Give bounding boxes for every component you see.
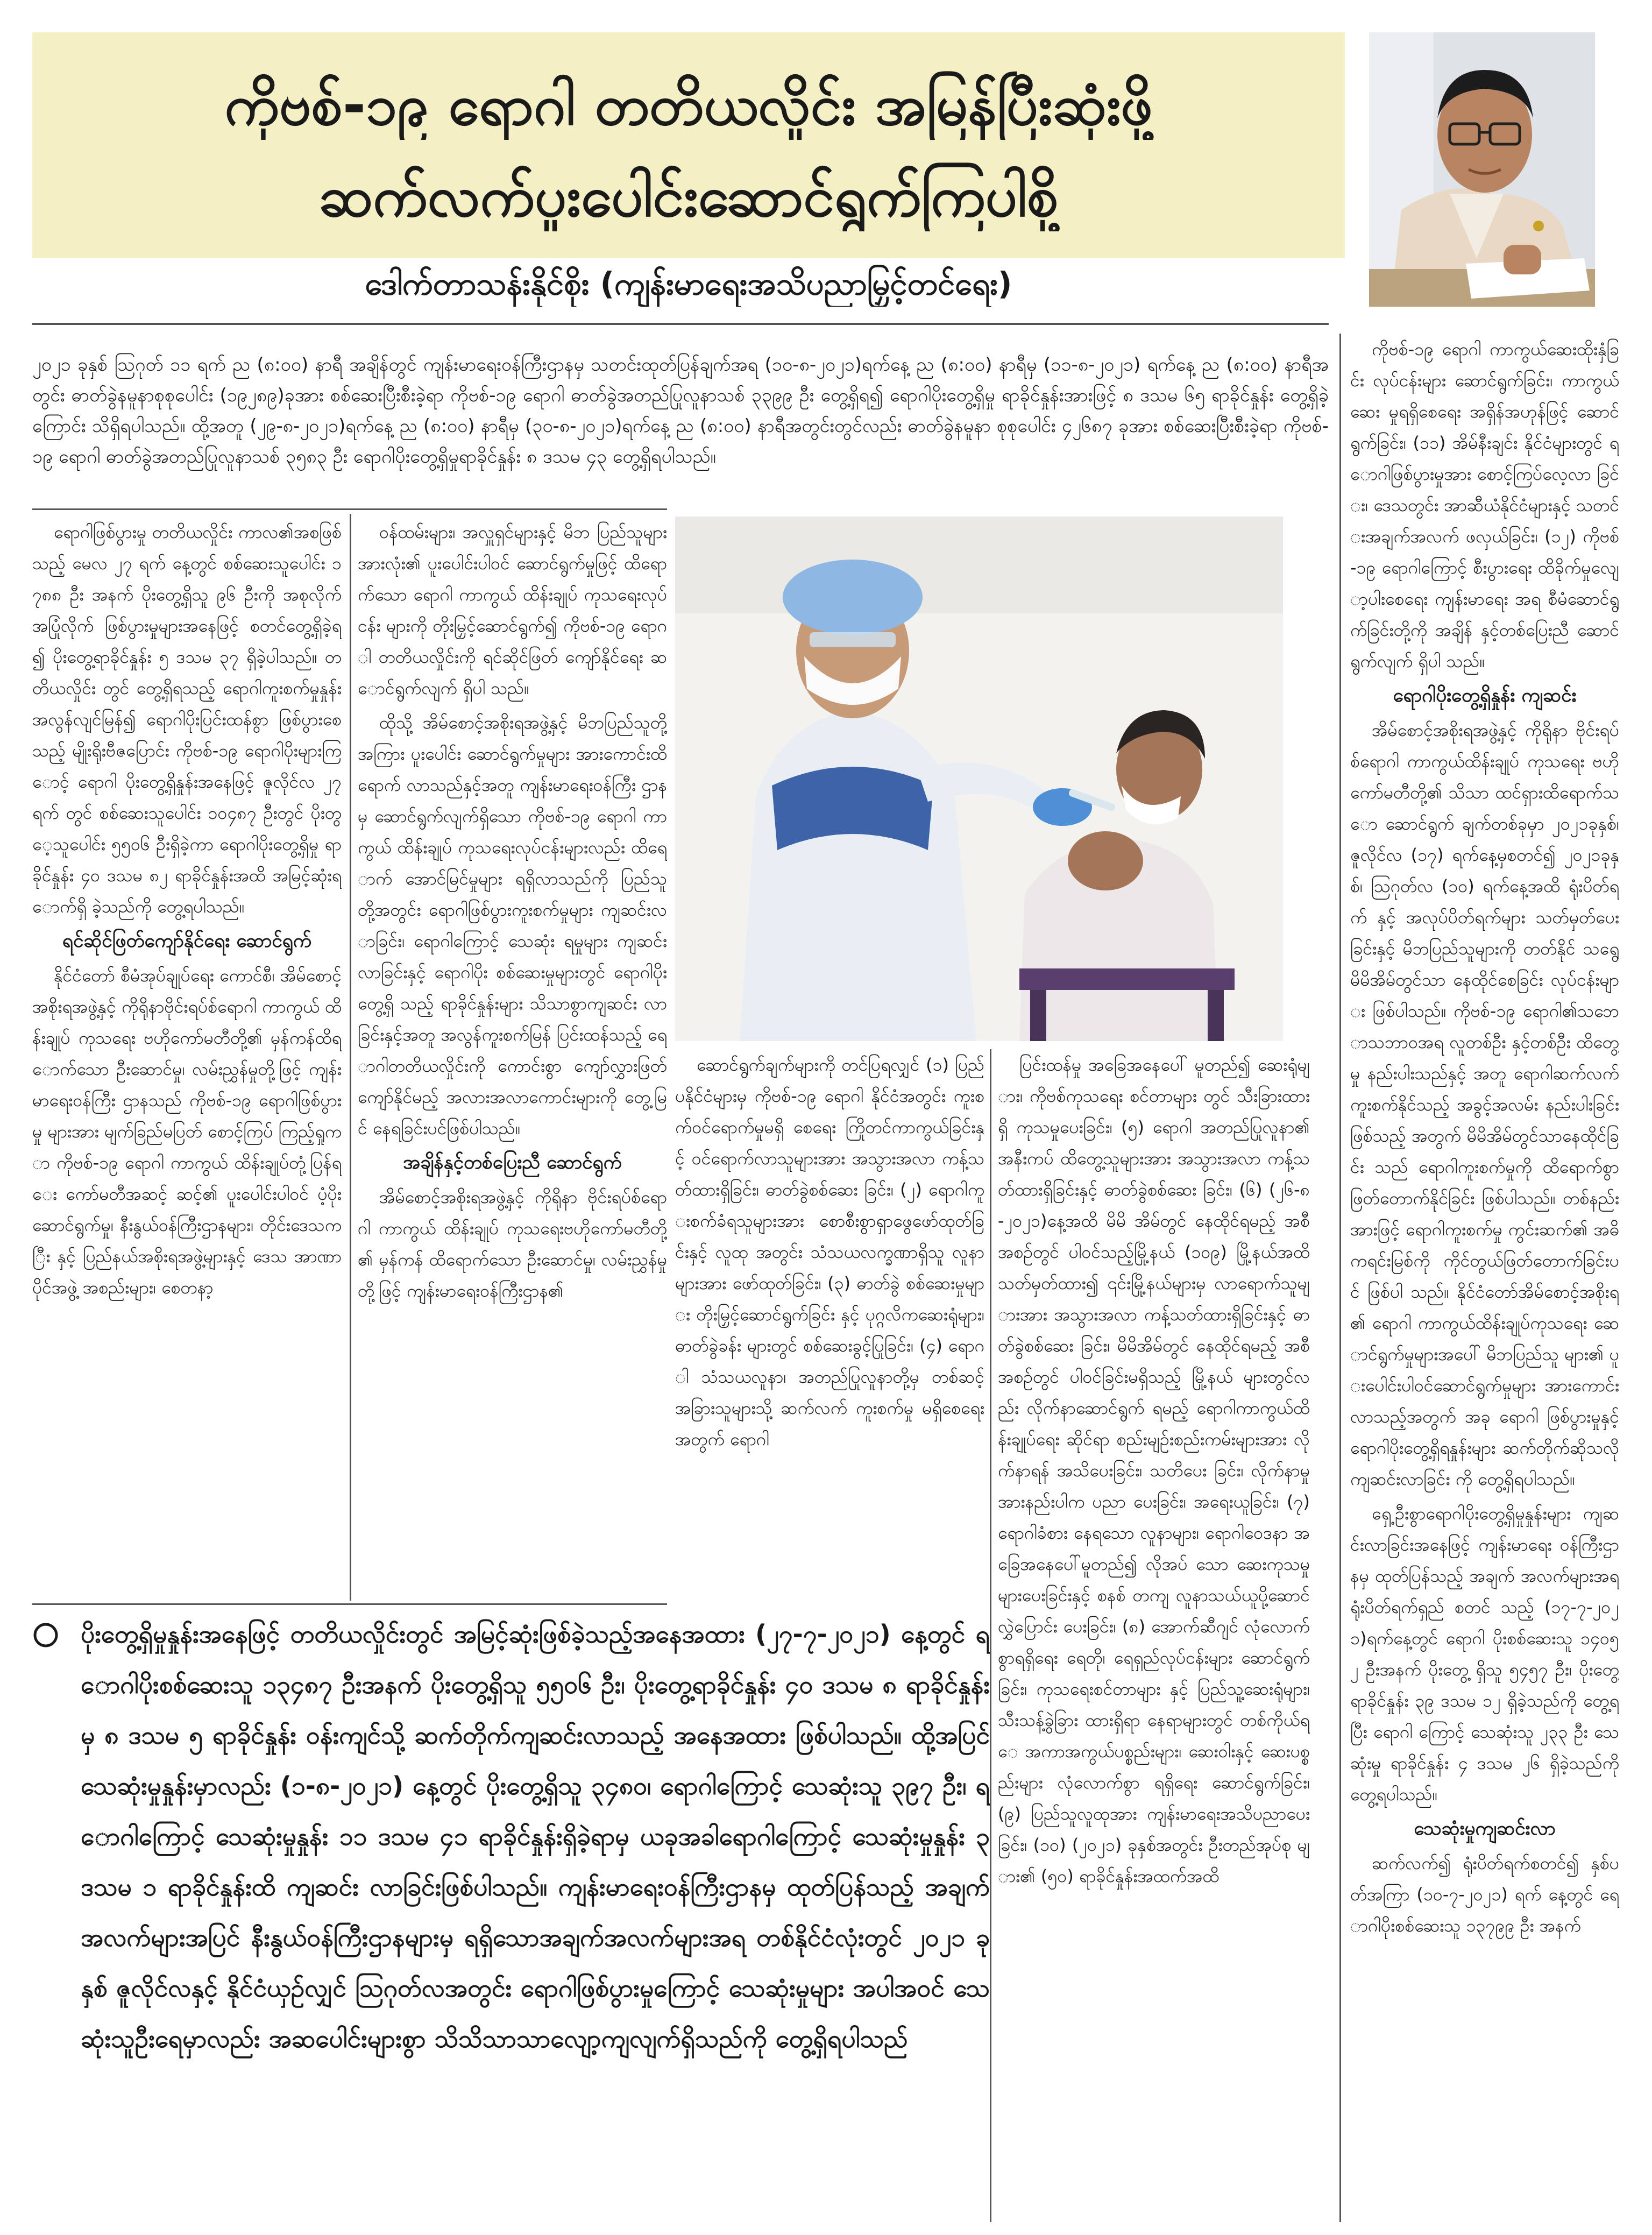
col2-paragraph-3: အိမ်စောင့်အစိုးရအဖွဲ့နှင့် ကိုရိုနာ ဗိုင်းရပ်စ်ရောဂါ ကာကွယ် ထိန်းချုပ် ကုသရေးဗဟိုကော်မတီတို့၏ မှန်ကန် ထိရောက်သော ဦးဆောင်မှု၊ လမ်းညွှန်မှု တို့ဖြင့် ကျန်းမာရေးဝန်ကြီးဌာန၏ — [358, 1187, 667, 1301]
col5-subheading-1: ရောဂါပိုးတွေ့ရှိနှုန်း ကျဆင်း — [1393, 685, 1577, 706]
col5-paragraph-2: အိမ်စောင့်အစိုးရအဖွဲ့နှင့် ကိုရိုနာ ဗိုင်းရပ်စ်ရောဂါ ကာကွယ်ထိန်းချုပ် ကုသရေး ဗဟိုကော်မတီတို့၏ သိသာ ထင်ရှားထိရောက်သော ဆောင်ရွက် ချက်တစ်ခုမှာ ၂၀၂၁ခုနှစ်၊ ဇူလိုင်လ (၁၇) ရက်နေ့မှစတင်၍ ၂၀၂၁ခုနှစ်၊ ဩဂုတ်လ (၁၀) ရက်နေ့အထိ ရုံးပိတ်ရက် နှင့် အလုပ်ပိတ်ရက်များ သတ်မှတ်ပေး ခြင်းနှင့် မိဘပြည်သူများကို တတ်နိုင် သရွေ့ မိမိအိမ်တွင်သာ နေထိုင်စေခြင်း လုပ်ငန်းများ ဖြစ်ပါသည်။ ကိုဗစ်-၁၉ ရောဂါ၏သဘောသဘာဝအရ လူတစ်ဦး နှင့်တစ်ဦး ထိတွေ့မှု နည်းပါးသည်နှင့် အတူ ရောဂါဆက်လက်ကူးစက်နိုင်သည့် အခွင့်အလမ်း နည်းပါးခြင်းဖြစ်သည့် အတွက် မိမိအိမ်တွင်သာနေထိုင်ခြင်း သည် ရောဂါကူးစက်မှုကို ထိရောက်စွာ ဖြတ်တောက်နိုင်ခြင်း ဖြစ်ပါသည်။ တစ်နည်းအားဖြင့် ရောဂါကူးစက်မှု ကွင်းဆက်၏ အဓိကရင်းမြစ်ကို ကိုင်တွယ်ဖြတ်တောက်ခြင်းပင် ဖြစ်ပါ သည်။ နိုင်ငံတော်အိမ်စောင့်အစိုးရ၏ ရောဂါ ကာကွယ်ထိန်းချုပ်ကုသရေး ဆောင်ရွက်မှုများအပေါ် မိဘပြည်သူ များ၏ ပူးပေါင်းပါဝင်ဆောင်ရွက်မှုများ အားကောင်းလာသည့်အတွက် အခု ရောဂါ ဖြစ်ပွားမှုနှင့် ရောဂါပိုးတွေ့ရှိရနှုန်းများ ဆက်တိုက်ဆိုသလို ကျဆင်းလာခြင်း ကို တွေ့ရှိရပါသည်။ — [1350, 720, 1619, 1489]
highlight-quote — [32, 1609, 990, 2222]
col1-paragraph-2: နိုင်ငံတော် စီမံအုပ်ချုပ်ရေး ကောင်စီ၊ အိမ်စောင့်အစိုးရအဖွဲ့နှင့် ကိုရိုနာဗိုင်းရပ်စ်ရောဂါ ကာကွယ် ထိန်းချုပ် ကုသရေး ဗဟိုကော်မတီတို့၏ မှန်ကန်ထိရောက်သော ဦးဆောင်မှု၊ လမ်းညွှန်မှုတို့ဖြင့် ကျန်းမာရေးဝန်ကြီး ဌာနသည် ကိုဗစ်-၁၉ ရောဂါဖြစ်ပွားမှု များအား မျက်ခြည်မပြတ် စောင့်ကြပ် ကြည့်ရှုကာ ကိုဗစ်-၁၉ ရောဂါ ကာကွယ် ထိန်းချုပ်တုံ့ပြန်ရေး ကော်မတီအဆင့် ဆင့်၏ ပူးပေါင်းပါဝင် ပံ့ပိုးဆောင်ရွက်မှု၊ နီးနွယ်ဝန်ကြီးဌာနများ၊ တိုင်းဒေသကြီး နှင့် ပြည်နယ်အစိုးရအဖွဲ့များနှင့် ဒေသ အာဏာပိုင်အဖွဲ့ အစည်းများ၊ စေတနာ့ — [32, 965, 342, 1298]
col1-subheading: ရင်ဆိုင်ဖြတ်ကျော်နိုင်ရေး ဆောင်ရွက် — [62, 930, 312, 952]
headline-band — [32, 32, 1345, 258]
divider-above-highlight — [32, 1603, 667, 1605]
divider-right-column — [1339, 334, 1341, 2222]
circle-bullet-icon — [32, 1622, 59, 1649]
byline: ဒေါက်တာသန်းနိုင်စိုး (ကျန်းမာရေးအသိပညာမြှင့်တင်ရေး) — [365, 265, 1012, 302]
column-3 — [675, 1049, 984, 1598]
col5-subheading-2: သေဆုံးမှုကျဆင်းလာ — [1414, 1818, 1556, 1840]
divider-below-lead — [32, 508, 667, 510]
col5-paragraph-3: ရှေ့ဦးစွာရောဂါပိုးတွေ့ရှိမှုနှုန်းများ ကျဆင်းလာခြင်းအနေဖြင့် ကျန်းမာရေး ဝန်ကြီးဌာနမှ ထုတ်ပြန်သည့် အချက် အလက်များအရ ရုံးပိတ်ရက်ရှည် စတင် သည့် (၁၇-၇-၂၀၂၁)ရက်နေ့တွင် ရောဂါ ပိုးစစ်ဆေးသူ ၁၄၀၅၂ ဦးအနက် ပိုးတွေ့ ရှိသူ ၅၄၅၇ ဦး၊ ပိုးတွေ့ရာခိုင်နှုန်း ၃၉ ဒသမ ၁၂ ရှိခဲ့သည်ကို တွေ့ရပြီး ရောဂါ ကြောင့် သေဆုံးသူ ၂၃၃ ဦး သေဆုံးမှု ရာခိုင်နှုန်း ၄ ဒသမ ၂၆ ရှိခဲ့သည်ကို တွေ့ရပါသည်။ — [1350, 1503, 1619, 1805]
col5-paragraph-4: ဆက်လက်၍ ရုံးပိတ်ရက်စတင်၍ နှစ်ပတ်အကြာ (၁၀-၇-၂၀၂၁) ရက် နေ့တွင် ရောဂါပိုးစစ်ဆေးသူ ၁၃၇၉၉ ဦး အနက် — [1350, 1853, 1619, 1936]
author-photo — [1369, 32, 1595, 307]
lead-paragraph: ၂၀၂၁ ခုနှစ် ဩဂုတ် ၁၁ ရက် ည (၈:၀၀) နာရီ အချိန်တွင် ကျန်းမာရေးဝန်ကြီးဌာနမှ သတင်းထုတ်ပြန်ချက်အရ (၁၀-၈-၂၀၂၁)ရက်နေ့ ည (၈:၀၀) နာရီမှ (၁၁-၈-၂၀၂၁) ရက်နေ့ ည (၈:၀၀) နာရီအတွင်း ဓာတ်ခွဲနမူနာစုစုပေါင်း (၁၉၂၈၉)ခုအား စစ်ဆေးပြီးစီးခဲ့ရာ ကိုဗစ်-၁၉ ရောဂါ ဓာတ်ခွဲအတည်ပြုလူနာသစ် ၃၃၉၉ ဦး တွေ့ရှိရ၍ ရောဂါပိုးတွေ့ရှိမှု ရာခိုင်နှုန်းအားဖြင့် ၈ ဒသမ ၆၅ ရာခိုင်နှုန်း တွေ့ရှိခဲ့ကြောင်း သိရှိရပါသည်။ ထို့အတူ (၂၉-၈-၂၀၂၁)ရက်နေ့ ည (၈:၀၀) နာရီမှ (၃၀-၈-၂၀၂၁)ရက်နေ့ ည (၈:၀၀) နာရီအတွင်းတွင်လည်း ဓာတ်ခွဲနမူနာ စုစုပေါင်း ၄၂၆၈၇ ခုအား စစ်ဆေးပြီးစီးခဲ့ရာ ကိုဗစ်-၁၉ ရောဂါ ဓာတ်ခွဲအတည်ပြုလူနာသစ် ၃၅၈၃ ဦး ရောဂါပိုးတွေ့ရှိမှုရာခိုင်နှုန်း ၈ ဒသမ ၄၃ တွေ့ရှိရပါသည်။ — [32, 354, 1329, 468]
col5-paragraph-1: ကိုဗစ်-၁၉ ရောဂါ ကာကွယ်ဆေးထိုးနှံခြင်း လုပ်ငန်းများ ဆောင်ရွက်ခြင်း၊ ကာကွယ်ဆေး မှုရရှိစေရေး အရှိန်အဟုန်ဖြင့် ဆောင် ရွက်ခြင်း၊ (၁၁) အိမ်နီးချင်း နိုင်ငံများတွင် ရောဂါဖြစ်ပွားမှုအား စောင့်ကြပ်လေ့လာ ခြင်း၊ ဒေသတွင်း အာဆီယံနိုင်ငံများနှင့် သတင်းအချက်အလက် ဖလှယ်ခြင်း၊ (၁၂) ကိုဗစ်-၁၉ ရောဂါကြောင့် စီးပွားရေး ထိခိုက်မှုလျော့ပါးစေရေး ကျန်းမာရေး အရ စီမံဆောင်ရွက်ခြင်းတို့ကို အချိန် နှင့်တစ်ပြေးညီ ဆောင်ရွက်လျက် ရှိပါ သည်။ — [1350, 339, 1619, 671]
divider-col1-col2 — [350, 514, 351, 1601]
divider-top — [32, 323, 1329, 325]
col2-paragraph-1: ဝန်ထမ်းများ၊ အလှူရှင်များနှင့် မိဘ ပြည်သူများအားလုံး၏ ပူးပေါင်းပါဝင် ဆောင်ရွက်မှုဖြင့် ထိရောက်သော ရောဂါ ကာကွယ် ထိန်းချုပ် ကုသရေးလုပ်ငန်း များကို တိုးမြှင့်ဆောင်ရွက်၍ ကိုဗစ်-၁၉ ရောဂါ တတိယလှိုင်းကို ရင်ဆိုင်ဖြတ် ကျော်နိုင်ရေး ဆောင်ရွက်လျက် ရှိပါ သည်။ — [358, 522, 667, 698]
headline-line-2: ဆက်လက်ပူးပေါင်းဆောင်ရွက်ကြပါစို့ — [318, 164, 1059, 229]
col1-paragraph-1: ရောဂါဖြစ်ပွားမှု တတိယလှိုင်း ကာလ၏အစဖြစ်သည့် မေလ ၂၇ ရက် နေ့တွင် စစ်ဆေးသူပေါင်း ၁၇၈၈ ဦး အနက် ပိုးတွေ့ရှိသူ ၉၆ ဦးကို အစုလိုက် အပြုံလိုက် ဖြစ်ပွားမှုများအနေဖြင့် စတင်တွေ့ရှိခဲ့ရ၍ ပိုးတွေ့ရာခိုင်နှုန်း ၅ ဒသမ ၃၇ ရှိခဲ့ပါသည်။ တတိယလှိုင်း တွင် တွေ့ရှိရသည့် ရောဂါကူးစက်မှုနှုန်း အလွန်လျင်မြန်၍ ရောဂါပိုးပြင်းထန်စွာ ဖြစ်ပွားစေသည့် မျိုးရိုးဗီဇပြောင်း ကိုဗစ်-၁၉ ရောဂါပိုးများကြောင့် ရောဂါ ပိုးတွေ့ရှိနှုန်းအနေဖြင့် ဇူလိုင်လ ၂၇ ရက် တွင် စစ်ဆေးသူပေါင်း ၁၀၄၈၇ ဦးတွင် ပိုးတွေ့သူပေါင်း ၅၅၀၆ ဦးရှိခဲ့ကာ ရောဂါပိုးတွေ့ရှိမှု ရာခိုင်နှုန်း ၄၀ ဒသမ ၈၂ ရာခိုင်နှုန်းအထိ အမြင့်ဆုံးရောက်ရှိ ခဲ့သည်ကို တွေ့ရပါသည်။ — [32, 522, 342, 917]
col2-paragraph-2: ထိုသို့ အိမ်စောင့်အစိုးရအဖွဲ့နှင့် မိဘပြည်သူတို့အကြား ပူးပေါင်း ဆောင်ရွက်မှုများ အားကောင်းထိရောက် လာသည်နှင့်အတူ ကျန်းမာရေးဝန်ကြီး ဌာနမှ ဆောင်ရွက်လျက်ရှိသော ကိုဗစ်-၁၉ ရောဂါ ကာကွယ် ထိန်းချုပ် ကုသရေးလုပ်ငန်းများလည်း ထိရောက် အောင်မြင်မှုများ ရရှိလာသည်ကို ပြည်သူ တို့အတွင်း ရောဂါဖြစ်ပွားကူးစက်မှုများ ကျဆင်းလာခြင်း၊ ရောဂါကြောင့် သေဆုံး ရမှုများ ကျဆင်းလာခြင်းနှင့် ရောဂါပိုး စစ်ဆေးမှုများတွင် ရောဂါပိုးတွေ့ရှိ သည့် ရာခိုင်နှုန်းများ သိသာစွာကျဆင်း လာခြင်းနှင့်အတူ အလွန်ကူးစက်မြန် ပြင်းထန်သည့် ရောဂါတတိယလှိုင်းကို ကောင်းစွာ ကျော်လွှားဖြတ်ကျော်နိုင်မည့် အလားအလာကောင်းများကို တွေ့မြင် နေရခြင်းပင်ဖြစ်ပါသည်။ — [358, 712, 667, 1138]
col3-paragraph-1: ဆောင်ရွက်ချက်များကို တင်ပြရလျှင် (၁) ပြည်ပနိုင်ငံများမှ ကိုဗစ်-၁၉ ရောဂါ နိုင်ငံအတွင်း ကူးစက်ဝင်ရောက်မှုမရှိ စေရေး ကြိုတင်ကာကွယ်ခြင်းနှင့် ဝင်ရောက်လာသူများအား အသွားအလာ ကန့်သတ်ထားရှိခြင်း၊ ဓာတ်ခွဲစစ်ဆေး ခြင်း၊ (၂) ရောဂါကူးစက်ခံရသူများအား စောစီးစွာရှာဖွေဖော်ထုတ်ခြင်းနှင့် လူထု အတွင်း သံသယလက္ခဏာရှိသူ လူနာ များအား ဖော်ထုတ်ခြင်း၊ (၃) ဓာတ်ခွဲ စစ်ဆေးမှုများ တိုးမြှင့်ဆောင်ရွက်ခြင်း နှင့် ပုဂ္ဂလိကဆေးရုံများ၊ ဓာတ်ခွဲခန်း များတွင် စစ်ဆေးခွင့်ပြုခြင်း၊ (၄) ရောဂါ သံသယလူနာ၊ အတည်ပြုလူနာတို့မှ တစ်ဆင့် အခြားသူများသို့ ဆက်လက် ကူးစက်မှု မရှိစေရေးအတွက် ရောဂါ — [675, 1055, 984, 1449]
column-4 — [998, 1049, 1310, 2222]
col4-paragraph-1: ပြင်းထန်မှု အခြေအနေပေါ် မူတည်၍ ဆေးရုံများ၊ ကိုဗစ်ကုသရေး စင်တာများ တွင် သီးခြားထားရှိ ကုသမှုပေးခြင်း၊ (၅) ရောဂါ အတည်ပြုလူနာ၏ အနီးကပ် ထိတွေ့သူများအား အသွားအလာ ကန့်သတ်ထားရှိခြင်းနှင့် ဓာတ်ခွဲစစ်ဆေး ခြင်း၊ (၆) (၂၆-၈-၂၀၂၁)နေ့အထိ မိမိ အိမ်တွင် နေထိုင်ရမည့် အစီအစဉ်တွင် ပါဝင်သည့်မြို့နယ် (၁၀၉) မြို့နယ်အထိ သတ်မှတ်ထား၍ ၎င်းမြို့နယ်များမှ လာရောက်သူများအား အသွားအလာ ကန့်သတ်ထားရှိခြင်းနှင့် ဓာတ်ခွဲစစ်ဆေး ခြင်း၊ မိမိအိမ်တွင် နေထိုင်ရမည့် အစီ အစဉ်တွင် ပါဝင်ခြင်းမရှိသည့် မြို့နယ် များတွင်လည်း လိုက်နာဆောင်ရွက် ရမည့် ရောဂါကာကွယ်ထိန်းချုပ်ရေး ဆိုင်ရာ စည်းမျဉ်းစည်းကမ်းများအား လိုက်နာရန် အသိပေးခြင်း၊ သတိပေး ခြင်း၊ လိုက်နာမှု အားနည်းပါက ပညာ ပေးခြင်း၊ အရေးယူခြင်း၊ (၇)ရောဂါခံစား နေရသော လူနာများ၊ ရောဂါဝေဒနာ အခြေအနေပေါ်မူတည်၍ လိုအပ် သော ဆေးကုသမှုများပေးခြင်းနှင့် စနစ် တကျ လူနာသယ်ယူပို့ဆောင်လွှဲပြောင်း ပေးခြင်း၊ (၈) အောက်ဆီဂျင် လုံလောက် စွာရရှိရေး ရေတို၊ ရေရှည်လုပ်ငန်းများ ဆောင်ရွက်ခြင်း၊ ကုသရေးစင်တာများ နှင့် ပြည်သူ့ဆေးရုံများ၊ သီးသန့်ခွဲခြား ထားရှိရာ နေရာများတွင် တစ်ကိုယ်ရေ အကာအကွယ်ပစ္စည်းများ၊ ဆေးဝါးနှင့် ဆေးပစ္စည်းများ လုံလောက်စွာ ရရှိရေး ဆောင်ရွက်ခြင်း၊ (၉) ပြည်သူလူထုအား ကျန်းမာရေးအသိပညာပေးခြင်း၊ (၁၀) (၂၀၂၁) ခုနှစ်အတွင်း ဦးတည်အုပ်စု များ၏ (၅၀) ရာခိုင်နှုန်းအထက်အထိ — [998, 1055, 1310, 1886]
column-5 — [1350, 334, 1619, 2222]
author-portrait-image — [1369, 32, 1595, 307]
vaccination-scene-image — [675, 517, 1283, 1041]
col2-subheading: အချိန်နှင့်တစ်ပြေးညီ ဆောင်ရွက် — [403, 1152, 622, 1173]
column-1 — [32, 517, 342, 1598]
highlight-text: ပိုးတွေ့ရှိမှုနှုန်းအနေဖြင့် တတိယလှိုင်းတွင် အမြင့်ဆုံးဖြစ်ခဲ့သည့်အနေအထား (၂၇-၇-၂၀၂၁) နေ့တွင် ရောဂါပိုးစစ်ဆေးသူ ၁၃၄၈၇ ဦးအနက် ပိုးတွေ့ရှိသူ ၅၅၀၆ ဦး၊ ပိုးတွေ့ရာခိုင်နှုန်း ၄၀ ဒသမ ၈ ရာခိုင်နှုန်းမှ ၈ ဒသမ ၅ ရာခိုင်နှုန်း ဝန်းကျင်သို့ ဆက်တိုက်ကျဆင်းလာသည့် အနေအထား ဖြစ်ပါသည်။ ထို့အပြင် သေဆုံးမှုနှုန်းမှာလည်း (၁-၈-၂၀၂၁) နေ့တွင် ပိုးတွေ့ရှိသူ ၃၄၈၀၊ ရောဂါကြောင့် သေဆုံးသူ ၃၉၇ ဦး၊ ရောဂါကြောင့် သေဆုံးမှုနှုန်း ၁၁ ဒသမ ၄၁ ရာခိုင်နှုန်းရှိခဲ့ရာမှ ယခုအခါရောဂါကြောင့် သေဆုံးမှုနှုန်း ၃ ဒသမ ၁ ရာခိုင်နှုန်းထိ ကျဆင်း လာခြင်းဖြစ်ပါသည်။ ကျန်းမာရေးဝန်ကြီးဌာနမှ ထုတ်ပြန်သည့် အချက်အလက်များအပြင် နီးနွယ်ဝန်ကြီးဌာနများမှ ရရှိသောအချက်အလက်များအရ တစ်နိုင်ငံလုံးတွင် ၂၀၂၁ ခုနှစ် ဇူလိုင်လနှင့် နိုင်ငံယှဉ်လျှင် ဩဂုတ်လအတွင်း ရောဂါဖြစ်ပွားမှုကြောင့် သေဆုံးမှုများ အပါအဝင် သေဆုံးသူဦးရေမှာလည်း အဆပေါင်းများစွာ သိသိသာသာလျော့ကျလျက်ရှိသည်ကို တွေ့ရှိရပါသည် — [81, 1619, 990, 2053]
vaccination-photo — [675, 517, 1283, 1041]
divider-col3-col4 — [990, 1049, 991, 2222]
headline-line-1: ကိုဗစ်-၁၉ ရောဂါ တတိယလှိုင်း အမြန်ပြီးဆုံးဖို့ — [224, 72, 1153, 138]
column-2 — [358, 517, 667, 1598]
